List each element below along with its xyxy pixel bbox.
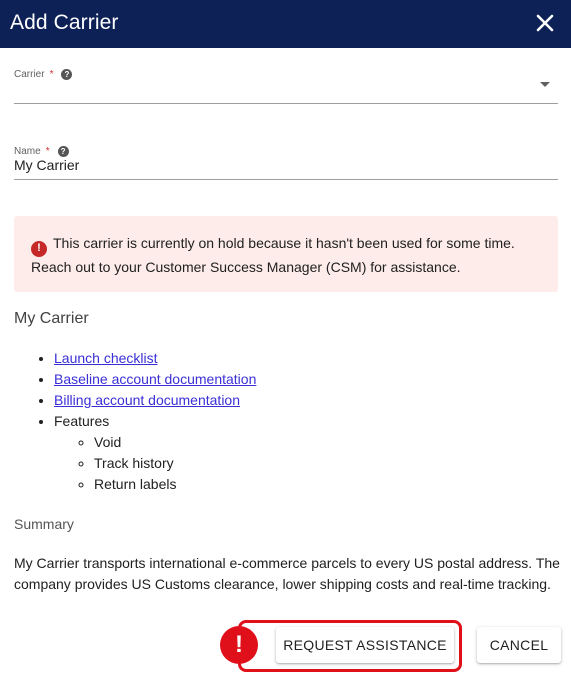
carrier-select[interactable] [14,68,558,104]
name-label: Name [14,145,41,157]
error-icon: ! [31,241,47,257]
cancel-button[interactable]: CANCEL [477,627,561,663]
feature-item: ◦ Void [94,432,256,453]
name-underline [14,179,558,180]
feature-item: ◦ Return labels [94,474,256,495]
name-input[interactable]: My Carrier [14,157,80,173]
dialog-header [0,0,571,48]
list-item [54,411,256,495]
required-marker: * [49,68,54,80]
carrier-links-list [54,348,256,495]
carrier-underline [14,103,558,104]
warning-icon: ! [220,626,258,664]
alert-line-1: This carrier is currently on hold because it hasn't been used for some time. [53,235,515,251]
alert-line-2: Reach out to your Customer Success Manager (CSM) for assistance. [31,258,461,275]
chevron-down-icon[interactable] [540,82,550,87]
dialog-title: Add Carrier [10,11,119,34]
required-marker: * [45,145,50,157]
summary-title: Summary [14,516,74,532]
carrier-info-title: My Carrier [14,310,89,327]
features-list [94,432,256,495]
request-assistance-button[interactable]: REQUEST ASSISTANCE [276,627,454,663]
features-label: Features [54,413,110,429]
help-icon[interactable]: ? [58,146,69,157]
list-item [54,390,256,411]
feature-item: ◦ Track history [94,453,256,474]
help-icon[interactable]: ? [61,69,72,80]
billing-docs-link[interactable]: Billing account documentation [54,392,241,408]
summary-text: My Carrier transports international e-commerce parcels to every US postal address. The company provides US Customs clearance, lower shipping costs and real-time tracking. [14,555,560,592]
list-item [54,369,256,390]
close-icon[interactable] [530,8,560,38]
on-hold-alert [14,216,558,292]
name-field[interactable] [14,145,558,181]
list-item [54,348,256,369]
carrier-label: Carrier [14,68,45,80]
launch-checklist-link[interactable]: Launch checklist [54,350,158,366]
baseline-docs-link[interactable]: Baseline account documentation [54,371,257,387]
